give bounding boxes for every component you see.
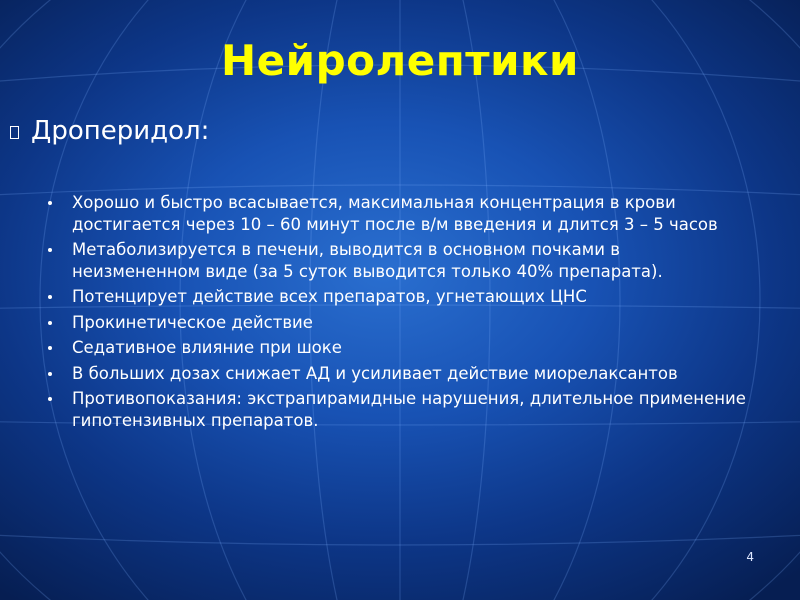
list-item-text: Прокинетическое действие [72,312,313,332]
dot-bullet-icon [48,321,52,325]
dot-bullet-icon [48,372,52,376]
list-item-text: В больших дозах снижает АД и усиливает действие миорелаксантов [72,363,678,383]
slide-title: Нейролептики [221,36,579,85]
list-item-text: Метаболизируется в печени, выводится в основном почками в неизмененном виде (за 5 суток выводится только 40% препарата). [72,240,663,281]
list-item [48,388,748,431]
dot-bullet-icon [48,295,52,299]
subtitle-row [10,116,209,146]
list-item [48,337,748,359]
square-bullet-icon [10,126,19,139]
bullet-list [48,192,748,435]
slide-subtitle: Дроперидол: [31,116,210,146]
list-item [48,312,748,334]
dot-bullet-icon [48,397,52,401]
dot-bullet-icon [48,201,52,205]
list-item [48,192,748,235]
list-item [48,239,748,282]
list-item-text: Потенцирует действие всех препаратов, угнетающих ЦНС [72,287,587,306]
list-item-text: Противопоказания: экстрапирамидные нарушения, длительное применение гипотензивных препаратов. [72,389,746,430]
list-item-text: Седативное влияние при шоке [72,338,342,357]
list-item [48,286,748,308]
page-number: 4 [746,550,754,564]
dot-bullet-icon [48,248,52,252]
list-item [48,363,748,385]
list-item-text: Хорошо и быстро всасывается, максимальная концентрация в крови достигается через 10 – 60 минут после в/м введения и длится 3 – 5 часов [72,193,718,234]
dot-bullet-icon [48,346,52,350]
